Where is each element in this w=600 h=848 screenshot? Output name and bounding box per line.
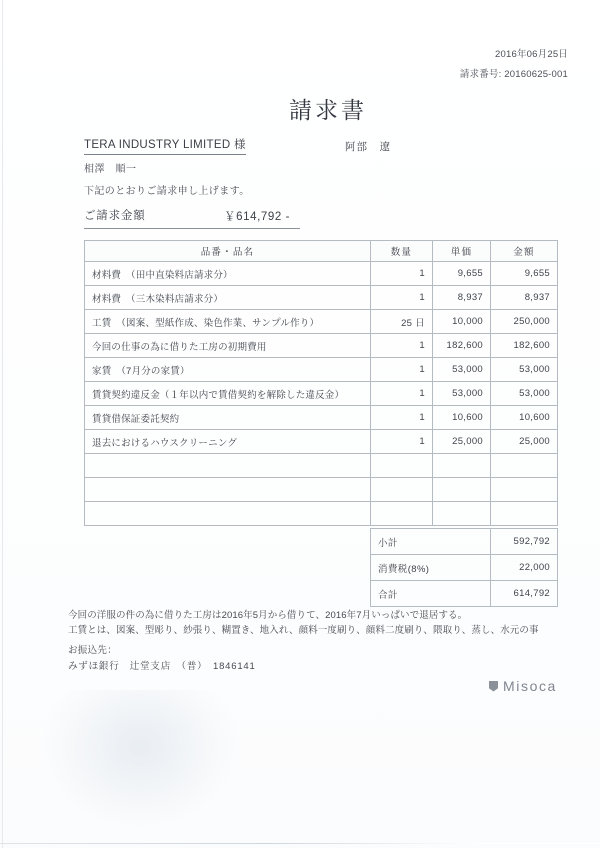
- total-label: 消費税(8%): [371, 555, 491, 581]
- empty-cell: [85, 454, 371, 478]
- empty-cell: [371, 454, 433, 478]
- invoice-number: 請求番号: 20160625-001: [459, 69, 568, 80]
- totals-row: [371, 581, 558, 607]
- line-item-qty: 1: [371, 406, 433, 430]
- line-items-body: [85, 262, 558, 526]
- line-item-unit-price: 10,600: [433, 406, 491, 430]
- column-header-qty: 数量: [371, 241, 433, 262]
- client-name: TERA INDUSTRY LIMITED 様: [84, 136, 246, 155]
- total-label: 小計: [371, 529, 491, 555]
- page-title: [0, 92, 600, 125]
- misoca-logo-text: Misoca: [503, 678, 557, 694]
- total-value: 22,000: [491, 555, 558, 581]
- payment-block: [68, 643, 256, 675]
- table-row: [85, 310, 558, 334]
- table-row-empty: [85, 502, 558, 526]
- line-item-unit-price: 10,000: [433, 310, 491, 334]
- line-item-name: 材料費 （三木染料店請求分）: [85, 286, 371, 310]
- intro-text: 下記のとおりご請求申し上げます。: [84, 186, 250, 197]
- contact-name: 相澤 順一: [84, 164, 137, 175]
- total-value: 592,792: [491, 529, 558, 555]
- empty-cell: [85, 478, 371, 502]
- empty-cell: [491, 454, 558, 478]
- line-item-name: 今回の仕事の為に借りた工房の初期費用: [85, 334, 371, 358]
- payment-account: みずほ銀行 辻堂支店 （普） 1846141: [68, 661, 256, 672]
- empty-cell: [433, 478, 491, 502]
- table-row: [85, 334, 558, 358]
- line-item-unit-price: 53,000: [433, 382, 491, 406]
- table-row: [85, 286, 558, 310]
- misoca-mark-icon: [489, 681, 498, 692]
- line-item-name: 家賃 （7月分の家賃）: [85, 358, 371, 382]
- scan-smudge: [40, 690, 240, 830]
- line-items-table: [84, 240, 558, 526]
- line-item-qty: 1: [371, 382, 433, 406]
- totals-body: [371, 529, 558, 607]
- grand-total-row: [84, 207, 300, 229]
- empty-cell: [85, 502, 371, 526]
- line-item-name: 材料費 （田中直染料店請求分）: [85, 262, 371, 286]
- empty-cell: [433, 502, 491, 526]
- table-row: [85, 358, 558, 382]
- line-item-qty: 1: [371, 286, 433, 310]
- line-item-qty: 1: [371, 430, 433, 454]
- page-title-text: 請求書: [289, 97, 367, 123]
- line-item-amount: 182,600: [491, 334, 558, 358]
- line-item-amount: 25,000: [491, 430, 558, 454]
- column-header-unit-price: 単価: [433, 241, 491, 262]
- line-item-qty: 1: [371, 334, 433, 358]
- line-item-unit-price: 9,655: [433, 262, 491, 286]
- line-item-qty: 25 日: [371, 310, 433, 334]
- line-item-unit-price: 182,600: [433, 334, 491, 358]
- empty-cell: [433, 454, 491, 478]
- table-row: [85, 430, 558, 454]
- line-item-name: 賃貸借保証委託契約: [85, 406, 371, 430]
- line-item-unit-price: 8,937: [433, 286, 491, 310]
- note-line: 今回の洋服の件の為に借りた工房は2016年5月から借りて、2016年7月いっぱいで退居する。: [68, 610, 468, 621]
- totals-table: [370, 528, 558, 607]
- line-item-amount: 53,000: [491, 358, 558, 382]
- totals-row: [371, 555, 558, 581]
- empty-cell: [371, 502, 433, 526]
- column-header-amount: 金額: [491, 241, 558, 262]
- misoca-logo: [489, 678, 557, 694]
- line-item-name: 工賃 （図案、型紙作成、染色作業、サンプル作り）: [85, 310, 371, 334]
- table-row-empty: [85, 478, 558, 502]
- line-item-amount: 53,000: [491, 382, 558, 406]
- grand-total-value: ￥614,792 -: [224, 211, 291, 223]
- table-row: [85, 382, 558, 406]
- line-item-name: 退去におけるハウスクリーニング: [85, 430, 371, 454]
- notes-block: [68, 608, 539, 638]
- table-header-row: [85, 241, 558, 262]
- line-item-unit-price: 53,000: [433, 358, 491, 382]
- total-label: 合計: [371, 581, 491, 607]
- invoice-date: 2016年06月25日: [495, 49, 568, 60]
- total-value: 614,792: [491, 581, 558, 607]
- line-item-amount: 9,655: [491, 262, 558, 286]
- line-item-amount: 250,000: [491, 310, 558, 334]
- empty-cell: [491, 502, 558, 526]
- column-header-name: 品番・品名: [85, 241, 371, 262]
- note-line: 工賃とは、図案、型彫り、紗張り、糊置き、地入れ、顔料一度刷り、顔料二度刷り、隈取り、蒸し、水元の事: [68, 625, 539, 636]
- table-row-empty: [85, 454, 558, 478]
- table-row: [85, 262, 558, 286]
- line-item-qty: 1: [371, 358, 433, 382]
- line-item-unit-price: 25,000: [433, 430, 491, 454]
- empty-cell: [491, 478, 558, 502]
- payment-label: お振込先：: [68, 645, 118, 656]
- line-item-name: 賃貸契約違反金（１年以内で賃借契約を解除した違反金）: [85, 382, 371, 406]
- table-row: [85, 406, 558, 430]
- grand-total-label: ご請求金額: [84, 210, 146, 222]
- line-item-qty: 1: [371, 262, 433, 286]
- issuer-name: 阿部 遼: [345, 141, 391, 153]
- line-item-amount: 10,600: [491, 406, 558, 430]
- line-item-amount: 8,937: [491, 286, 558, 310]
- empty-cell: [371, 478, 433, 502]
- totals-row: [371, 529, 558, 555]
